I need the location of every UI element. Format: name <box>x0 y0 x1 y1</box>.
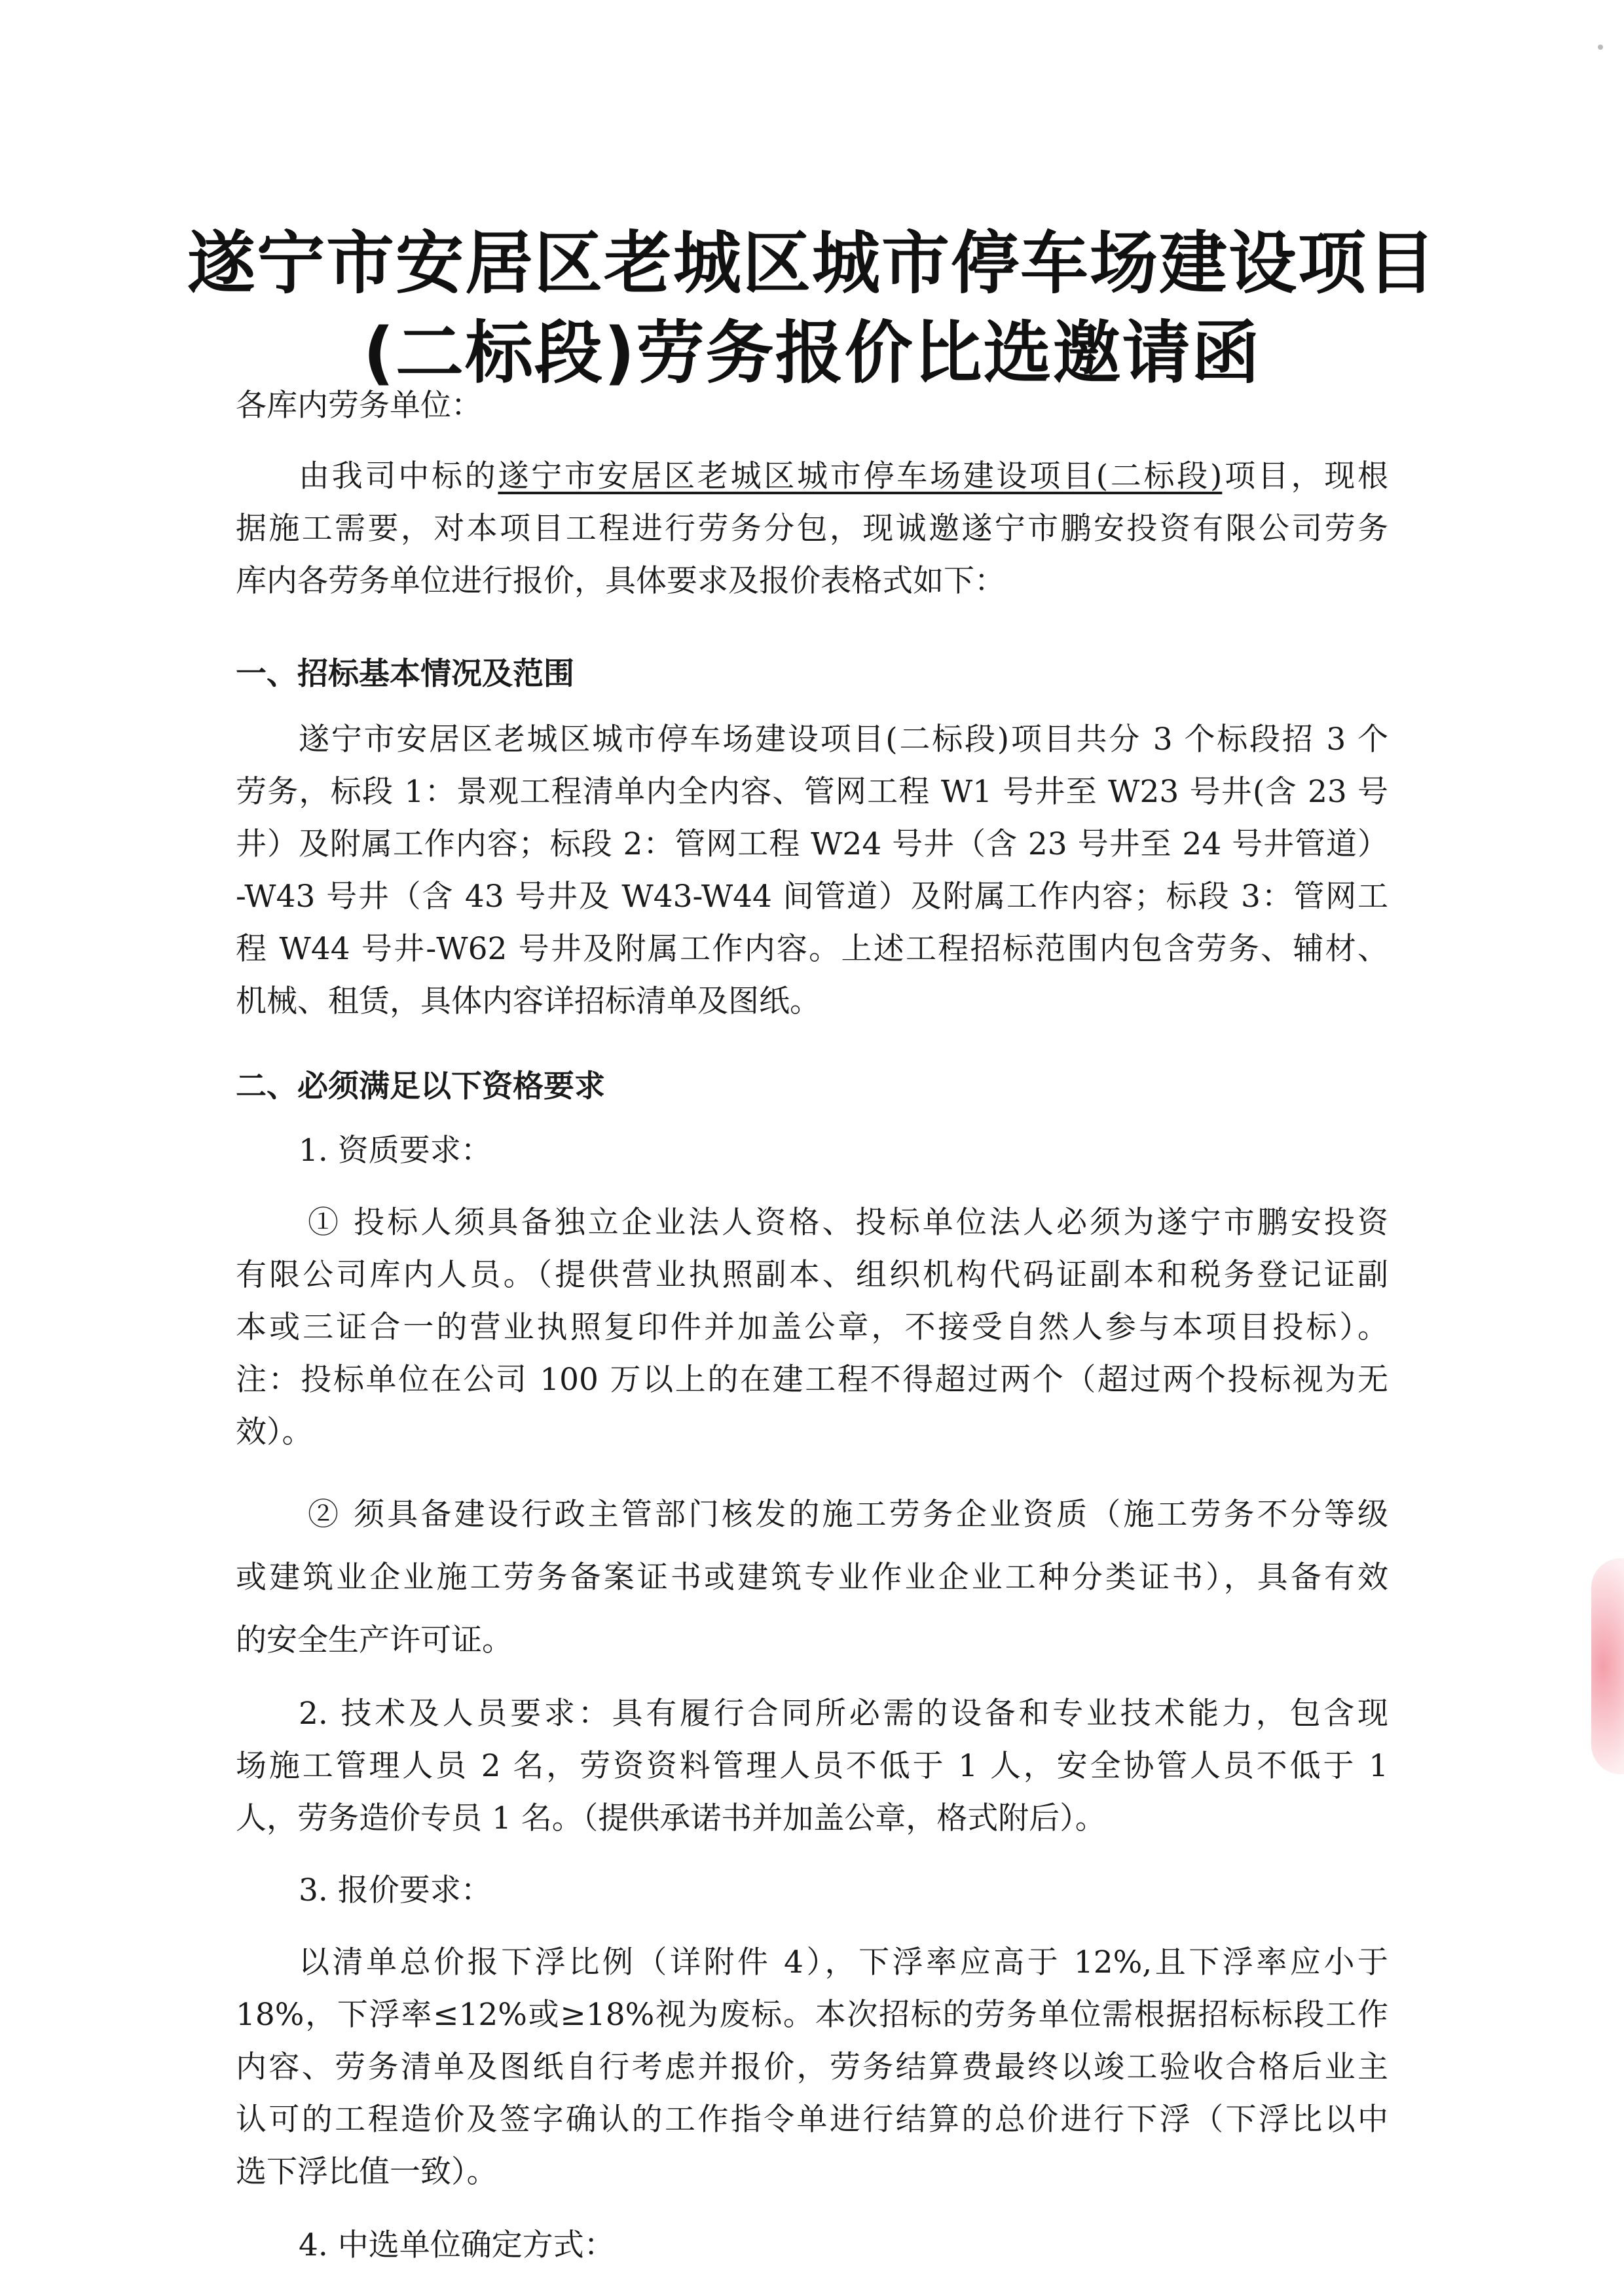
intro-prefix: 由我司中标的 <box>299 458 498 494</box>
item-3-line: 选下浮比值一致）。 <box>236 2154 498 2190</box>
title-line-2: (二标段)劳务报价比选邀请函 <box>363 313 1261 393</box>
item-1b-line: 或建筑业企业施工劳务备案证书或建筑专业作业企业工种分类证书），具备有效 <box>236 1559 1388 1595</box>
item-1b-line: ② 须具备建设行政主管部门核发的施工劳务企业资质（施工劳务不分等级 <box>308 1497 1388 1533</box>
seal-stamp-edge <box>1591 1558 1624 1774</box>
intro-line-3: 库内各劳务单位进行报价，具体要求及报价表格式如下： <box>236 563 1005 599</box>
item-3-line: 以清单总价报下浮比例（详附件 4），下浮率应高于 12%,且下浮率应小于 <box>299 1944 1388 1980</box>
item-1-label: 1. 资质要求： <box>299 1133 492 1169</box>
scan-speck <box>1598 45 1603 50</box>
section-1-line: 程 W44 号井-W62 号井及附属工作内容。上述工程招标范围内包含劳务、辅材、 <box>236 931 1388 967</box>
salutation: 各库内劳务单位： <box>236 388 482 424</box>
section-1-line: 劳务，标段 1：景观工程清单内全内容、管网工程 W1 号井至 W23 号井(含 23 号 <box>236 774 1388 810</box>
section-1-line: 遂宁市安居区老城区城市停车场建设项目(二标段)项目共分 3 个标段招 3 个 <box>299 721 1388 757</box>
intro-line-1 <box>299 450 1388 503</box>
project-name-link: 遂宁市安居区老城区城市停车场建设项目(二标段) <box>498 458 1223 494</box>
item-1a-line: 有限公司库内人员。（提供营业执照副本、组织机构代码证副本和税务登记证副 <box>236 1257 1388 1293</box>
intro-suffix: 项目，现根 <box>1222 458 1389 494</box>
item-3-line: 内容、劳务清单及图纸自行考虑并报价，劳务结算费最终以竣工验收合格后业主 <box>236 2049 1388 2085</box>
item-1a-line: 本或三证合一的营业执照复印件并加盖公章，不接受自然人参与本项目投标）。 <box>236 1309 1388 1345</box>
item-1a-line: 注：投标单位在公司 100 万以上的在建工程不得超过两个（超过两个投标视为无 <box>236 1362 1388 1398</box>
section-2-heading: 二、必须满足以下资格要求 <box>236 1068 605 1104</box>
item-3-line: 认可的工程造价及签字确认的工作指令单进行结算的总价进行下浮（下浮比以中 <box>236 2102 1388 2138</box>
section-1-line: 井）及附属工作内容；标段 2：管网工程 W24 号井（含 23 号井至 24 号井管道） <box>236 826 1388 862</box>
item-4-label: 4. 中选单位确定方式： <box>299 2227 615 2263</box>
title-line-1: 遂宁市安居区老城区城市停车场建设项目 <box>187 223 1437 303</box>
item-3-label: 3. 报价要求： <box>299 1872 492 1908</box>
item-2-line: 场施工管理人员 2 名，劳资资料管理人员不低于 1 人，安全协管人员不低于 1 <box>236 1748 1389 1784</box>
section-1-heading: 一、招标基本情况及范围 <box>236 656 574 692</box>
item-1b-line: 的安全生产许可证。 <box>236 1622 513 1658</box>
item-2-line: 人，劳务造价专员 1 名。（提供承诺书并加盖公章，格式附后）。 <box>236 1800 1106 1836</box>
item-3-line: 18%，下浮率≤12%或≥18%视为废标。本次招标的劳务单位需根据招标标段工作 <box>236 1997 1388 2033</box>
intro-line-2: 据施工需要，对本项目工程进行劳务分包，现诚邀遂宁市鹏安投资有限公司劳务 <box>236 511 1388 547</box>
item-1a-line: 效）。 <box>236 1414 313 1450</box>
item-1a-line: ① 投标人须具备独立企业法人资格、投标单位法人必须为遂宁市鹏安投资 <box>308 1205 1388 1241</box>
section-1-line: 机械、租赁，具体内容详招标清单及图纸。 <box>236 983 821 1019</box>
item-2-line: 2. 技术及人员要求：具有履行合同所必需的设备和专业技术能力，包含现 <box>299 1696 1388 1732</box>
section-1-line: -W43 号井（含 43 号井及 W43-W44 间管道）及附属工作内容；标段 3：管网工 <box>236 879 1388 915</box>
